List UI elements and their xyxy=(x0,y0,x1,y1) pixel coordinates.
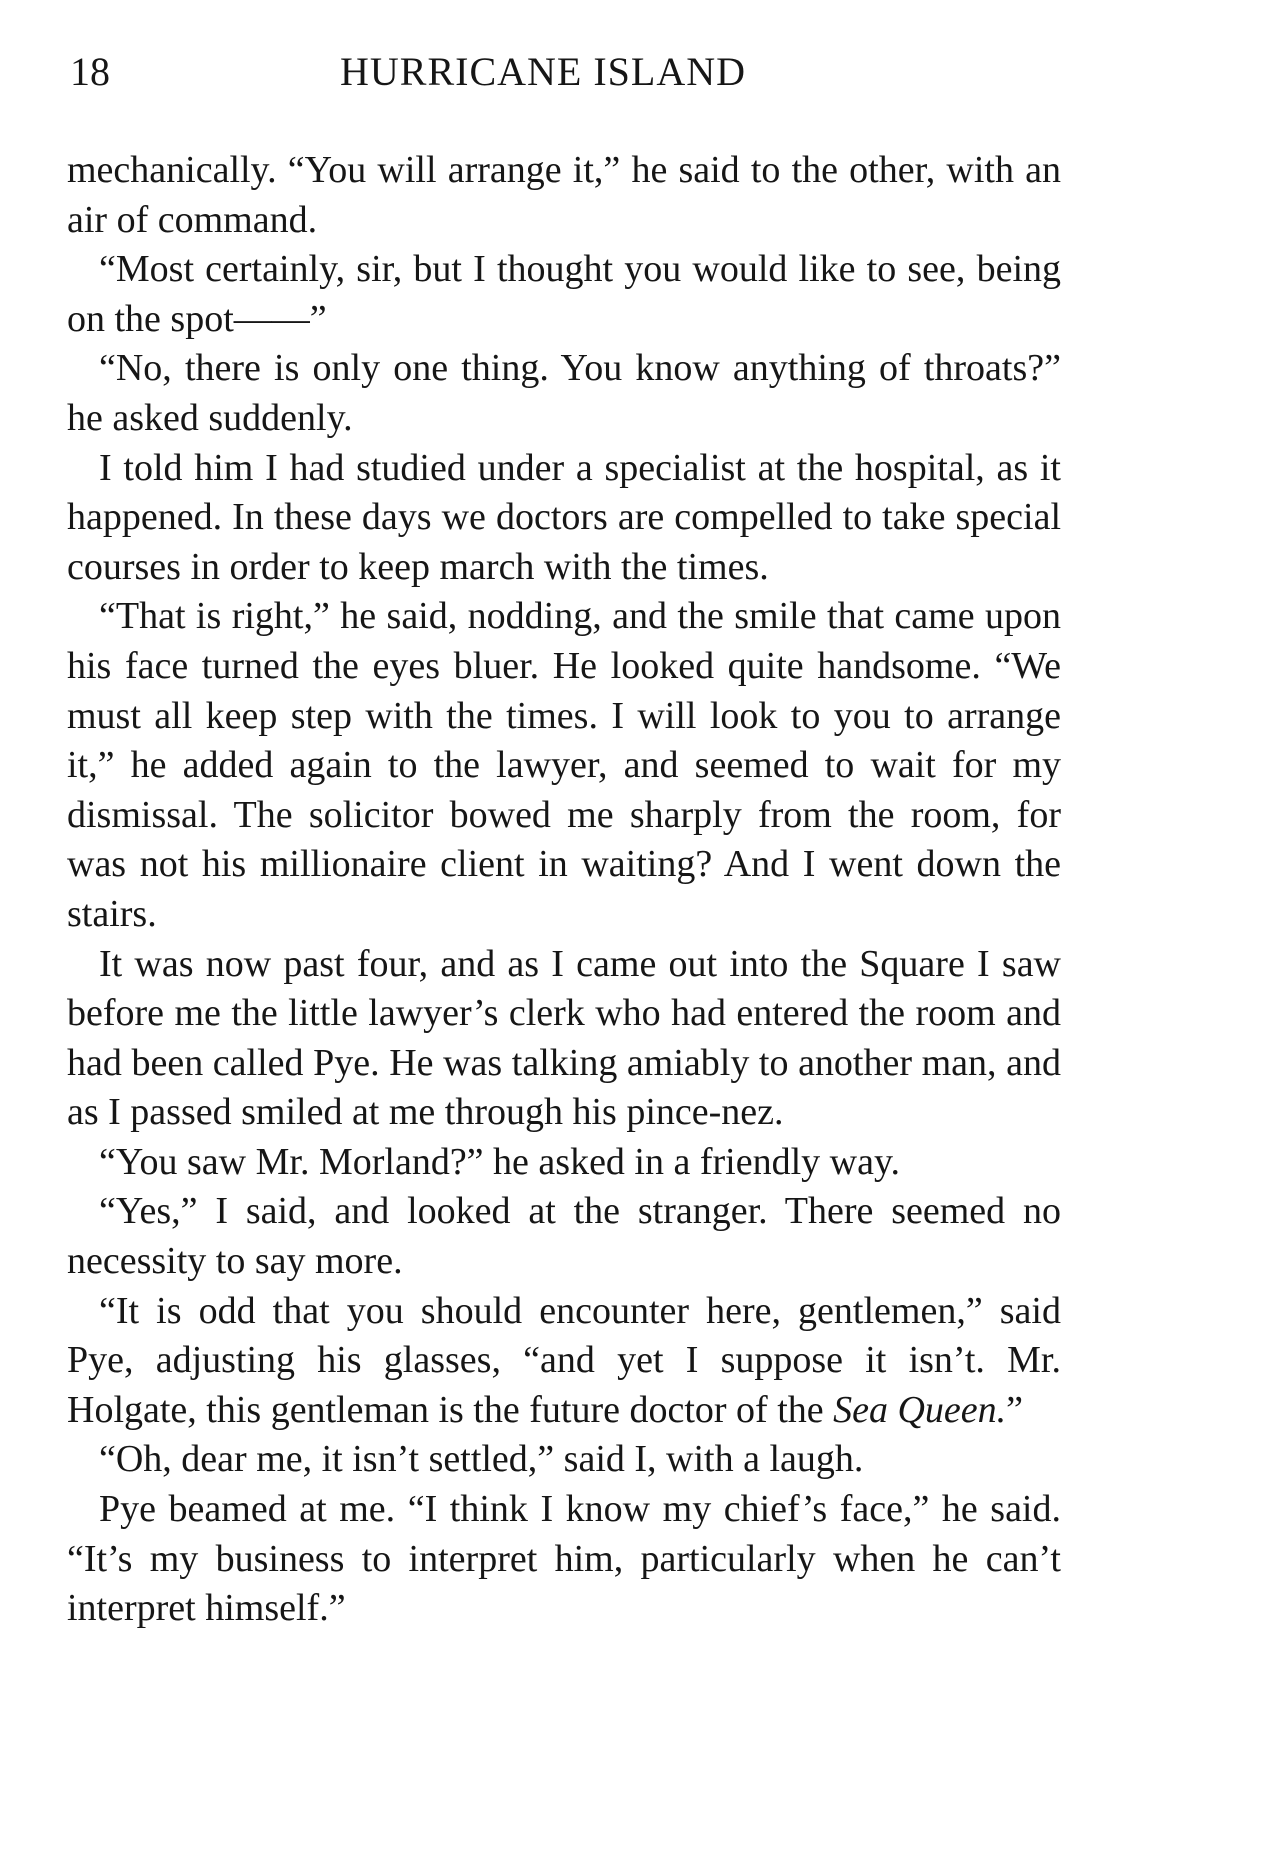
page-header xyxy=(70,44,1060,104)
running-title: HURRICANE ISLAND xyxy=(340,49,746,94)
ship-name: Sea Queen. xyxy=(833,1388,1007,1431)
paragraph: It was now past four, and as I came out into the Square I saw before me the little lawyer’s clerk who had entered the room and had been called Pye. He was talking amiably to another man, and as I passed smiled at me through his pince-nez. xyxy=(67,942,1061,1134)
paragraph-text: ” xyxy=(1006,1388,1024,1431)
paragraph: “Oh, dear me, it isn’t settled,” said I, with a laugh. xyxy=(99,1438,864,1481)
paragraph: “No, there is only one thing. You know anything of throats?” he asked suddenly. xyxy=(67,347,1061,439)
paragraph: “You saw Mr. Morland?” he asked in a friendly way. xyxy=(99,1140,900,1183)
page-number: 18 xyxy=(70,49,110,94)
paragraph: I told him I had studied under a specialist at the hospital, as it happened. In these days we doctors are compelled to take special courses in order to keep march with the times. xyxy=(67,446,1061,588)
paragraph xyxy=(67,1287,1061,1436)
body-text xyxy=(67,146,1061,1634)
paragraph: Pye beamed at me. “I think I know my chief’s face,” he said. “It’s my business to interpret him, particularly when he can’t interpret himself.” xyxy=(67,1488,1061,1630)
paragraph: “Most certainly, sir, but I thought you would like to see, being on the spot——” xyxy=(67,248,1061,340)
paragraph-text: “It is odd that you should encounter here, gentlemen,” said Pye, adjusting his glasses, “and yet I suppose it isn’t. Mr. Holgate, this gentleman is the future doctor of the xyxy=(67,1289,1061,1431)
paragraph: “Yes,” I said, and looked at the stranger. There seemed no necessity to say more. xyxy=(67,1190,1061,1283)
paragraph: mechanically. “You will arrange it,” he said to the other, with an air of command. xyxy=(67,149,1061,241)
paragraph: “That is right,” he said, nodding, and the smile that came upon his face turned the eyes bluer. He looked quite handsome. “We must all keep step with the times. I will look to you to arrange it,” he added again to the lawyer, and seemed to wait for my dismissal. The solicitor bowed me sharply from the room, for was not his millionaire client in waiting? And I went down the stairs. xyxy=(67,595,1061,935)
